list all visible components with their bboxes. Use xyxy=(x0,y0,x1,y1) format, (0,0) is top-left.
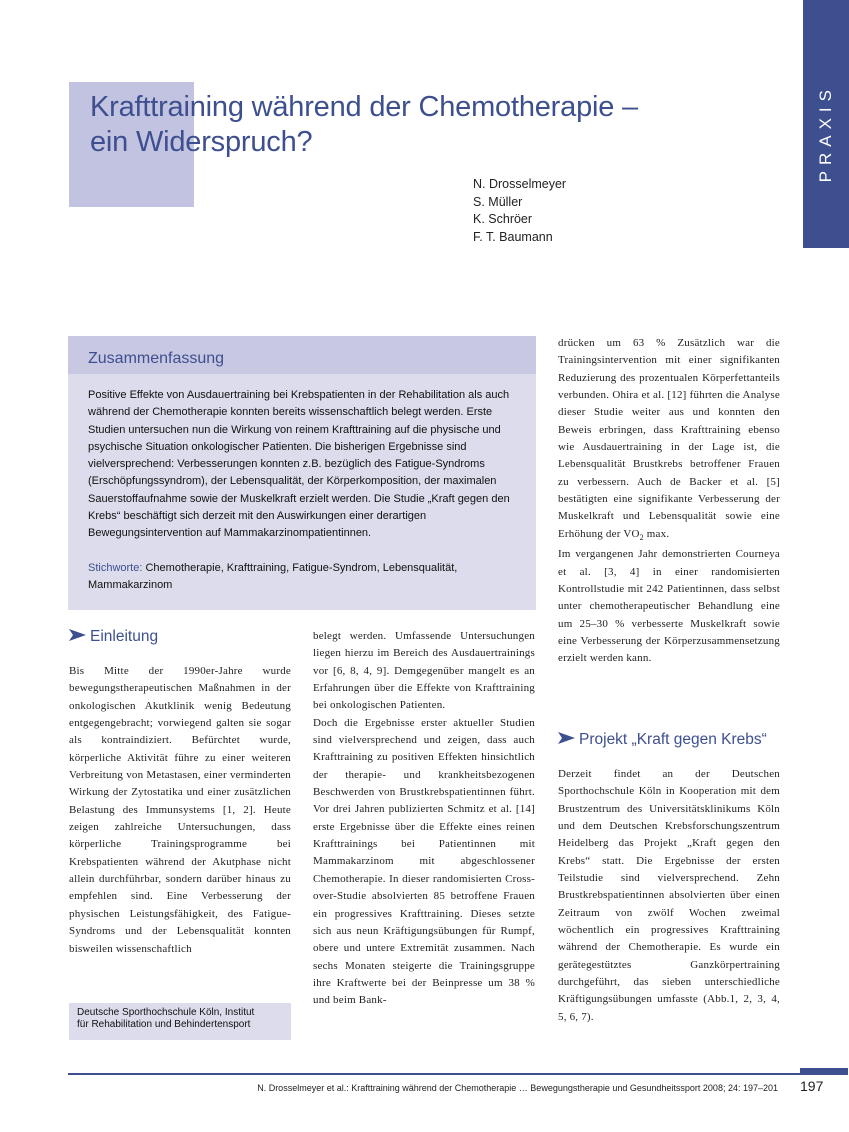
keywords-label: Stichworte: xyxy=(88,562,143,574)
paragraph xyxy=(558,335,780,546)
section-heading-text: Projekt „Kraft gegen Krebs“ xyxy=(579,731,767,748)
column-2 xyxy=(313,628,535,1010)
title-line-2: ein Widerspruch? xyxy=(90,126,313,158)
paragraph-text: max. xyxy=(643,527,670,540)
section-heading-projekt xyxy=(558,731,767,749)
section-tab xyxy=(803,0,849,248)
section-tab-label: PRAXIS xyxy=(816,84,835,183)
arrow-icon xyxy=(558,732,575,744)
author: S. Müller xyxy=(473,194,523,209)
author-list xyxy=(473,176,566,246)
paragraph: Bis Mitte der 1990er-Jahre wurde bewegungstherapeutischen Maßnahmen in der onkologischen Akutklinik wenig Bedeutung entgegengebracht; vorwiegend galten sie sogar als kontraindiziert. Befürchtet wurde, körperliche Aktivität führe zu einer weiteren Verbreitung von Metastasen, einer verminderten Wirkung der Zytostatika und einer zusätzlichen Belastung des Immunsystems [1, 2]. Heute zeigen zahlreiche Untersuchungen, dass körperliche Trainingsprogramme bei Krebspatienten während der Akutphase nicht allein durchführbar, sondern darüber hinaus zu empfehlen sind. Eine Verbesserung der physischen Leistungsfähigkeit, des Fatigue-Syndroms und der Lebensqualität konnten bisweilen wissenschaftlich xyxy=(69,665,291,955)
paragraph: Doch die Ergebnisse erster aktueller Studien sind vielversprechend und zeigen, dass auch Krafttraining zu positiven Effekten hinsichtlich der therapie- und krankheitsbezogenen Beschwerden von Brustkrebspatientinnen führt. Vor drei Jahren publizierten Schmitz et al. [14] erste Ergebnisse über die Effekte eines reinen Krafttrainings bei Patientinnen mit Mammakarzinom mit abgeschlossener Chemotherapie. In dieser randomisierten Cross-over-Studie absolvierten 85 betroffene Frauen ein progressives Krafttraining. Dieses setzte sich aus neun Kräftigungsübungen für Rumpf, obere und untere Extremität zusammen. Nach sechs Monaten steigerte die Trainingsgruppe ihre Kraftwerte bei der Beinpresse um 38 % und beim Bank- xyxy=(313,716,535,1007)
column-3-top xyxy=(558,335,780,668)
keywords xyxy=(88,560,518,595)
abstract-box xyxy=(68,336,536,610)
footer-rule xyxy=(68,1073,848,1075)
section-heading-text: Einleitung xyxy=(90,628,159,645)
article-title xyxy=(90,90,790,160)
paragraph: belegt werden. Umfassende Untersuchungen liegen hierzu im Bereich des Ausdauertrainings vor [6, 8, 4, 9]. Demgegenüber mangelt es an Erfahrungen über die Effekte von Krafttraining bei onkologischen Patienten. xyxy=(313,630,535,712)
keywords-list: Chemotherapie, Krafttraining, Fatigue-Syndrom, Lebensqualität, Mammakarzinom xyxy=(88,562,458,592)
column-3-bottom xyxy=(558,766,780,1026)
section-heading-einleitung xyxy=(69,628,158,646)
title-line-1: Krafttraining während der Chemotherapie – xyxy=(90,91,638,123)
affiliation-box xyxy=(69,1003,291,1040)
abstract-text: Positive Effekte von Ausdauertraining bei Krebspatienten in der Rehabilitation als auch während der Chemotherapie konnten bereits wissenschaftlich belegt werden. Erste Studien untersuchen nun die Wirkung von reinem Krafttraining auf die physische und psychische Situation onkologischer Patienten. Die bisherigen Ergebnisse sind vielversprechend: Verbesserungen konnten z.B. bezüglich des Fatigue-Syndroms (Erschöpfungssyndrom), der Lebensqualität, der Körperkomposition, der maximalen Sauerstoffaufnahme sowie der Muskelkraft erzielt werden. Die Studie „Kraft gegen den Krebs“ beschäftigt sich derzeit mit den Auswirkungen einer derartigen Bewegungsintervention auf Mammakarzinompatientinnen. xyxy=(88,389,510,540)
author: F. T. Baumann xyxy=(473,229,553,244)
paragraph: Derzeit findet an der Deutschen Sporthochschule Köln in Kooperation mit dem Brustzentrum des Universitätsklinikums Köln und dem Deutschen Krebsforschungszentrum Heidelberg das Projekt „Kraft gegen den Krebs“ statt. Die Ergebnisse der ersten Teilstudie sind vielversprechend. Zehn Brustkrebspatientinnen absolvierten über einen Zeitraum von zwölf Wochen zweimal wöchentlich ein progressives Krafttraining während der Chemotherapie. Es wurde ein gerätegestütztes Ganzkörpertraining durchgeführt, das sieben unterschiedliche Kräftigungsübungen umfasste (Abb.1, 2, 3, 4, 5, 6, 7). xyxy=(558,768,780,1023)
paragraph: Im vergangenen Jahr demonstrierten Courneya et al. [3, 4] in einer randomisierten Kontrollstudie mit 242 Patientinnen, dass selbst unter chemotherapeutischer Behandlung eine um 25–30 % verbesserte Muskelkraft sowie eine Verbesserung der Körperzusammensetzung erzielt werden kann. xyxy=(558,548,780,665)
abstract-heading: Zusammenfassung xyxy=(88,350,225,367)
author: N. Drosselmeyer xyxy=(473,177,567,191)
paragraph-text: drücken um 63 % Zusätzlich war die Trainingsintervention mit einer signifikanten Reduzierung des prozentualen Körperfettanteils verbunden. Ohira et al. [12] führten die Analyse dieser Studie weiter aus und konnten den Beweis erbringen, dass Krafttraining ebenso wie Ausdauertraining in der Lage ist, die Lebensqualität Brustkrebs betroffener Frauen zu verbessern. Auch de Backer et al. [5] bestätigten eine signifikante Verbesserung der Muskelkraft und Lebensqualität sowie eine Erhöhung der VO xyxy=(558,337,780,540)
column-1 xyxy=(69,663,291,958)
footer-rule-accent xyxy=(800,1068,848,1074)
footer-citation: N. Drosselmeyer et al.: Krafttraining während der Chemotherapie … Bewegungstherapie und Gesundheitssport 2008; 24: 197–201 xyxy=(257,1083,778,1093)
arrow-icon xyxy=(69,629,86,641)
vo2-subscript: 2 xyxy=(639,532,644,542)
page-number: 197 xyxy=(800,1078,824,1094)
author: K. Schröer xyxy=(473,212,533,226)
affiliation-line: für Rehabilitation und Behindertensport xyxy=(77,1019,251,1030)
affiliation-line: Deutsche Sporthochschule Köln, Institut xyxy=(77,1007,255,1018)
